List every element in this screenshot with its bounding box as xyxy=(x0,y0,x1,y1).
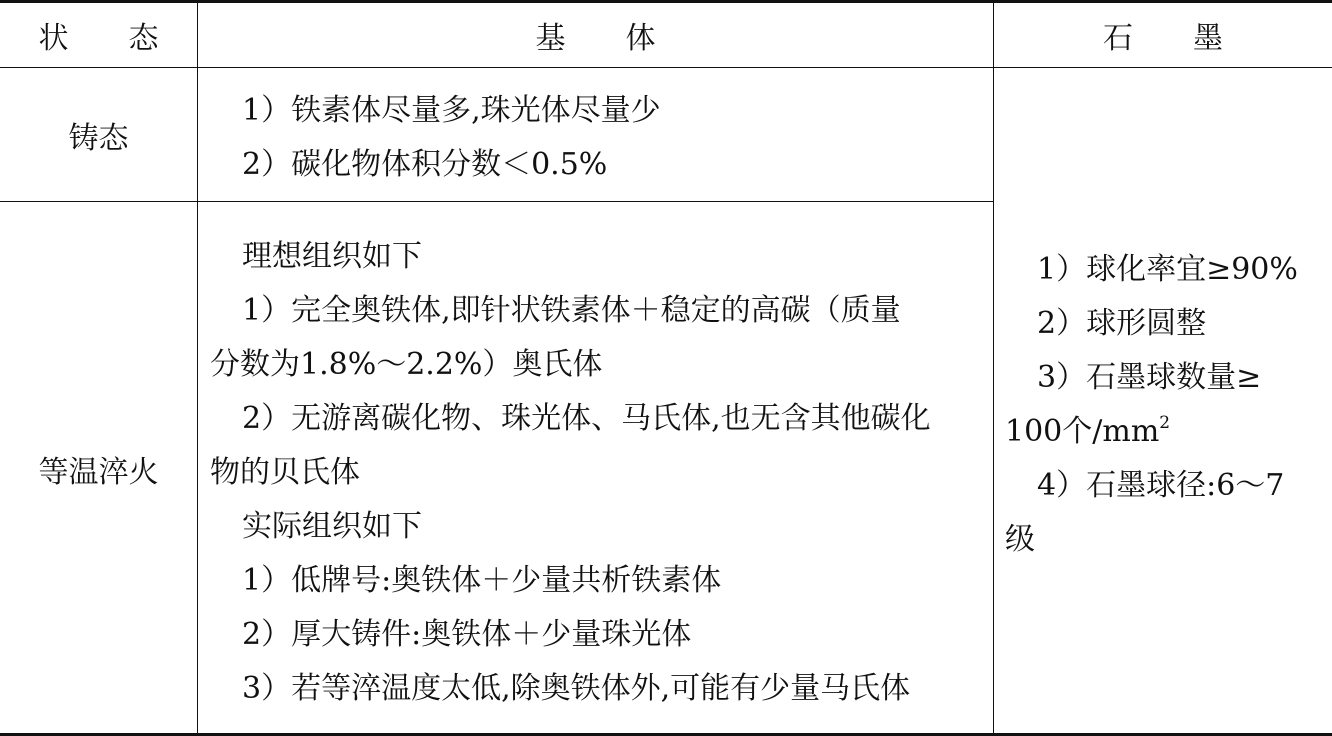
header-divider xyxy=(0,67,1332,68)
graphite-line: 3）石墨球数量≥ xyxy=(1037,360,1262,395)
graphite-line: 级 xyxy=(1005,522,1035,557)
graphite-count-text: 100个/mm xyxy=(1005,414,1160,449)
state-label: 等温淬火 xyxy=(38,455,159,490)
matrix-line: 2）碳化物体积分数＜0.5% xyxy=(242,147,608,182)
graphite-cell xyxy=(1005,243,1330,567)
graphite-line: 2）球形圆整 xyxy=(1037,306,1207,341)
header-matrix xyxy=(198,3,993,67)
matrix-line: 1）低牌号:奥铁体＋少量共析铁素体 xyxy=(242,563,722,598)
matrix-line: 2）无游离碳化物、珠光体、马氏体,也无含其他碳化 xyxy=(242,401,931,436)
column-divider xyxy=(197,3,198,733)
matrix-line: 物的贝氏体 xyxy=(210,455,360,490)
superscript-two: 2 xyxy=(1159,413,1171,433)
column-divider xyxy=(993,3,994,733)
header-state xyxy=(0,3,197,67)
header-graphite xyxy=(994,3,1332,67)
matrix-line: 理想组织如下 xyxy=(242,239,422,274)
graphite-line: 1）球化率宜≥90% xyxy=(1037,252,1298,287)
header-matrix-label: 基 体 xyxy=(535,21,656,56)
matrix-cell-as-cast xyxy=(210,84,990,192)
state-cell-austempered xyxy=(0,202,197,736)
state-label: 铸态 xyxy=(68,120,129,156)
matrix-line: 1）铁素体尽量多,珠光体尽量少 xyxy=(242,93,661,128)
header-state-label: 状 态 xyxy=(38,21,159,56)
matrix-line: 2）厚大铸件:奥铁体＋少量珠光体 xyxy=(242,617,692,652)
state-cell-as-cast xyxy=(0,68,197,201)
matrix-line: 实际组织如下 xyxy=(242,509,422,544)
graphite-line: 4）石墨球径:6～7 xyxy=(1037,468,1285,503)
matrix-cell-austempered xyxy=(210,230,990,716)
matrix-line: 1）完全奥铁体,即针状铁素体＋稳定的高碳（质量 xyxy=(242,293,901,328)
matrix-line: 3）若等淬温度太低,除奥铁体外,可能有少量马氏体 xyxy=(242,671,911,706)
graphite-line xyxy=(1005,405,1330,459)
header-graphite-label: 石 墨 xyxy=(1103,21,1223,56)
matrix-line: 分数为1.8%～2.2%）奥氏体 xyxy=(210,347,603,382)
